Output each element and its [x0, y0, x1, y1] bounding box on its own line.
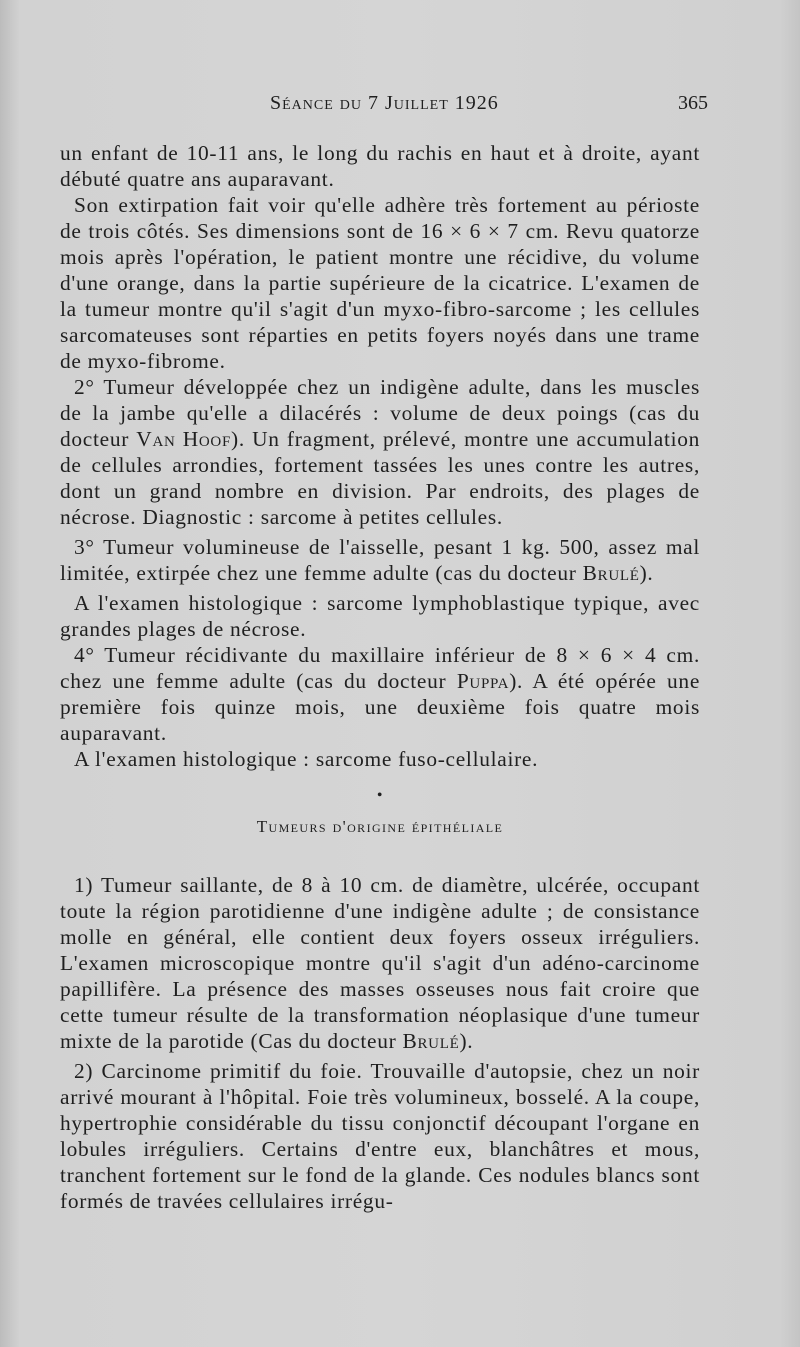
- page-header: [60, 92, 708, 122]
- paragraph: [60, 642, 700, 746]
- paragraph-text: 1) Tumeur saillante, de 8 à 10 cm. de diamètre, ulcérée, occupant toute la région parotidienne d'une indigène adulte ; de consistance molle en général, elle contient deux foyers osseux irréguliers. L'examen microscopique montre qu'il s'agit d'un adéno-carcinome papillifère. La présence des masses osseuses nous fait croire que cette tumeur résulte de la transformation néoplasique d'une tumeur mixte de la parotide (Cas du docteur: [60, 873, 700, 1053]
- paragraph: [60, 872, 700, 1054]
- paragraph: Son extirpation fait voir qu'elle adhère très fortement au périoste de trois côtés. Ses dimensions sont de 16 × 6 × 7 cm. Revu quatorze mois après l'opération, le patient montre une récidive, du volume d'une orange, dans la partie supérieure de la cicatrice. L'examen de la tumeur montre qu'il s'agit d'un myxo-fibro-sarcome ; les cellules sarcomateuses sont réparties en petits foyers noyés dans une trame de myxo-fibrome.: [60, 193, 700, 373]
- paragraph-text: 4° Tumeur récidivante du maxillaire inférieur de 8 × 6 × 4 cm. chez une femme adulte (cas du docteur: [60, 643, 700, 693]
- paragraph: A l'examen histologique : sarcome fuso-cellulaire.: [74, 747, 539, 771]
- paragraph-text: ). Un fragment, prélevé, montre une accumulation de cellules arrondies, fortement tassées les unes contre les autres, dont un grand nombre en division. Par endroits, des plages de nécrose. Diagnostic : sarcome à petites cellules.: [60, 427, 701, 529]
- paragraph: A l'examen histologique : sarcome lymphoblastique typique, avec grandes plages de nécrose.: [60, 591, 700, 641]
- paragraph: un enfant de 10-11 ans, le long du rachis en haut et à droite, ayant débuté quatre ans auparavant.: [60, 141, 700, 191]
- section-title: Tumeurs d'origine épithéliale: [256, 817, 504, 836]
- author-name: Brulé: [582, 561, 640, 585]
- section-separator: •: [376, 787, 384, 804]
- running-title: Séance du 7 Juillet 1926: [270, 92, 499, 114]
- paragraph-text: ). A été opérée une première fois quinze mois, une deuxième fois quatre mois auparavant.: [60, 669, 701, 745]
- paragraph: 2) Carcinome primitif du foie. Trouvaille d'autopsie, chez un noir arrivé mourant à l'hôpital. Foie très volumineux, bosselé. A la coupe, hypertrophie considérable du tissu conjonctif découpant l'organe en lobules irréguliers. Certains d'entre eux, blanchâtres et mous, tranchent fortement sur le fond de la glande. Ces nodules blancs sont formés de travées cellulaires irrégu-: [60, 1059, 700, 1213]
- author-name: Brulé: [402, 1029, 460, 1053]
- author-name: Van Hoof: [136, 427, 232, 451]
- paragraph-text: ).: [459, 1029, 474, 1053]
- author-name: Puppa: [456, 669, 510, 693]
- paragraph-text: ).: [639, 561, 654, 585]
- paragraph: [60, 374, 700, 530]
- page-number: 365: [678, 92, 708, 114]
- paragraph-text: 2° Tumeur développée chez un indigène adulte, dans les muscles de la jambe qu'elle a dilacérés : volume de deux poings (cas du docteur: [60, 375, 700, 451]
- paragraph-text: 3° Tumeur volumineuse de l'aisselle, pesant 1 kg. 500, assez mal limitée, extirpée chez une femme adulte (cas du docteur: [60, 535, 700, 585]
- body-text: [60, 140, 700, 1214]
- paragraph: [60, 534, 700, 586]
